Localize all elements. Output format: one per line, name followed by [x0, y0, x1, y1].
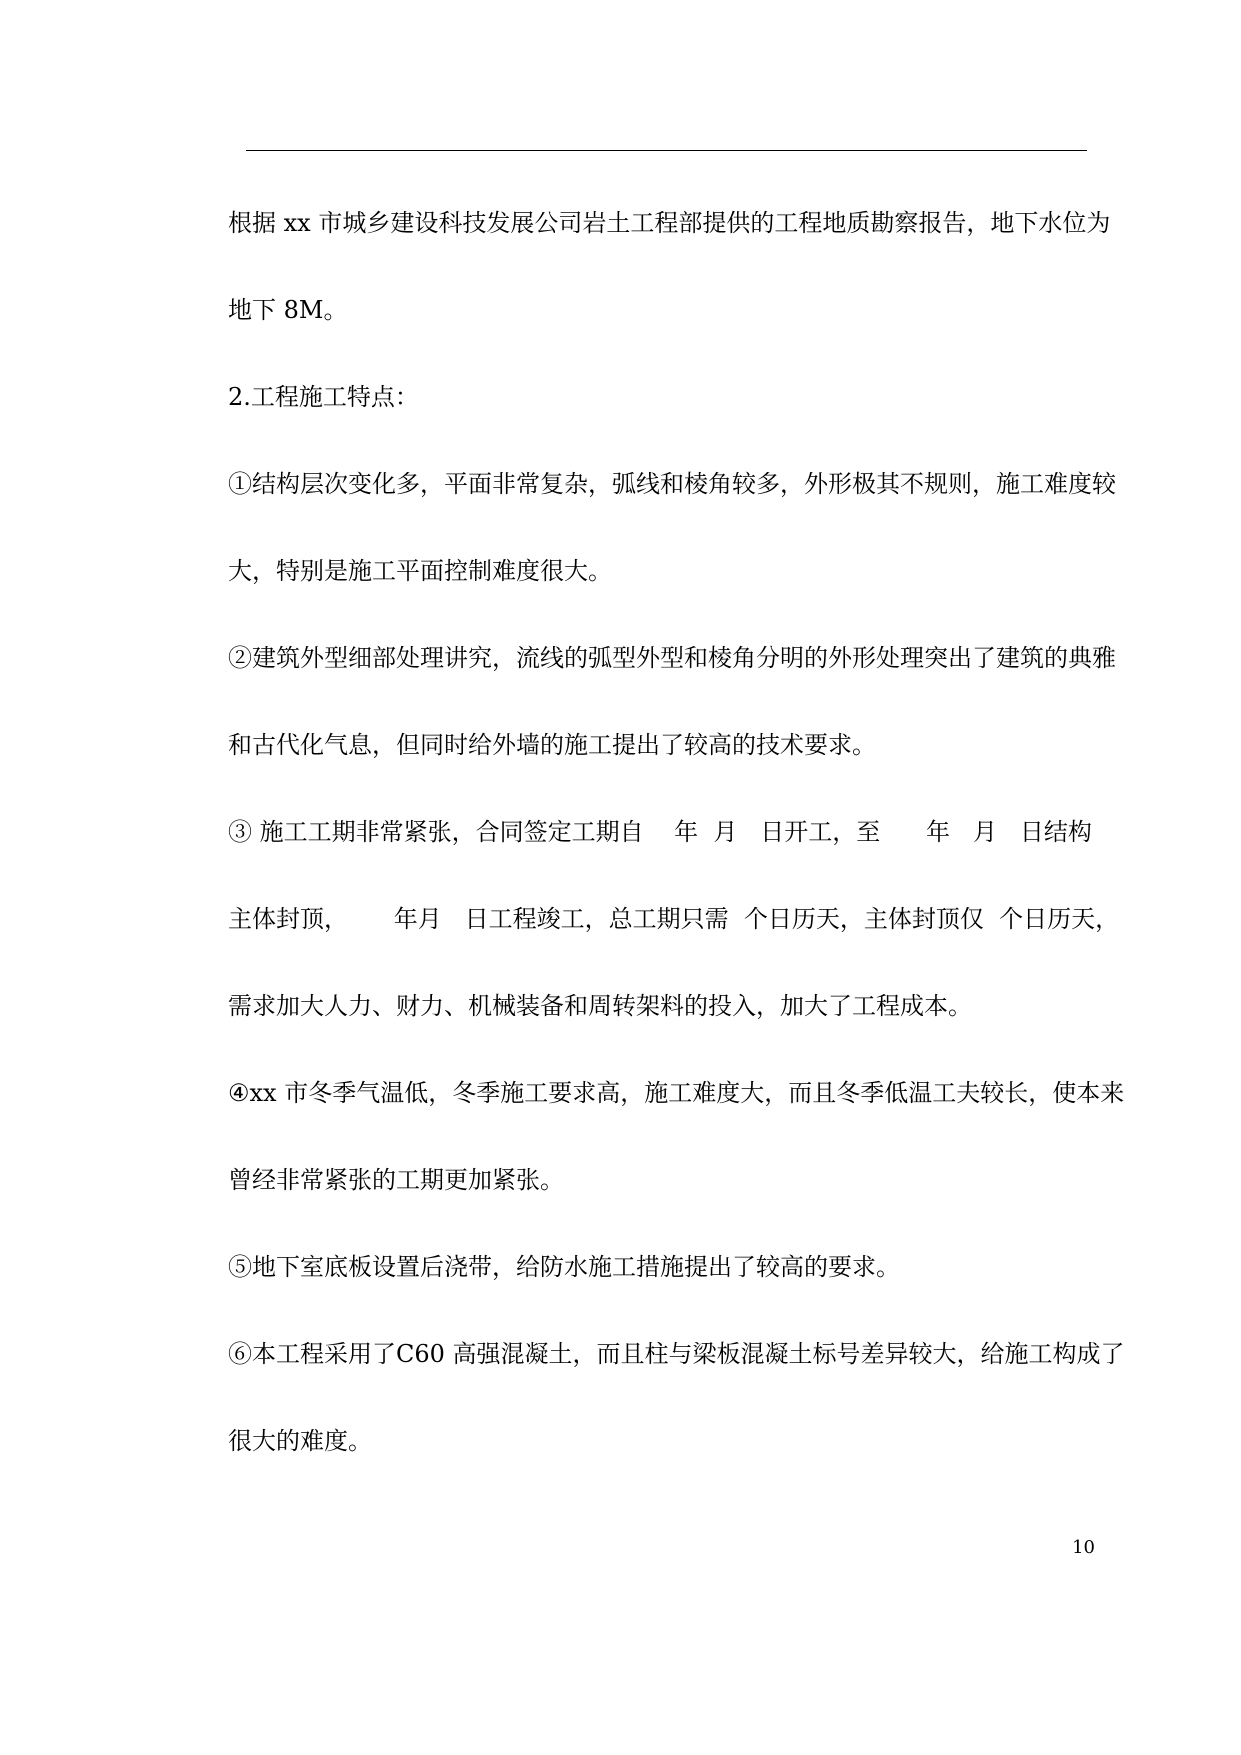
text-line: ①结构层次变化多，平面非常复杂，弧线和棱角较多，外形极其不规则，施工难度较	[228, 470, 1116, 498]
header-rule	[246, 150, 1087, 151]
text-line: 主体封顶， 年月 日工程竣工，总工期只需 个日历天，主体封顶仅 个日历天，	[228, 905, 1120, 933]
section-heading: 2.工程施工特点：	[228, 383, 419, 411]
text-line: ②建筑外型细部处理讲究，流线的弧型外型和棱角分明的外形处理突出了建筑的典雅	[228, 644, 1116, 672]
text-line: 根据 xx 市城乡建设科技发展公司岩土工程部提供的工程地质勘察报告，地下水位为	[228, 209, 1111, 237]
text-line: 曾经非常紧张的工期更加紧张。	[228, 1166, 564, 1194]
text-line: 大，特别是施工平面控制难度很大。	[228, 557, 612, 585]
text-line: 很大的难度。	[228, 1427, 372, 1455]
text-line: ③ 施工工期非常紧张，合同签定工期自 年 月 日开工，至 年 月 日结构	[228, 818, 1092, 846]
page-number: 10	[1072, 1537, 1095, 1558]
text-line: ④xx 市冬季气温低，冬季施工要求高，施工难度大，而且冬季低温工夫较长，使本来	[228, 1079, 1125, 1107]
body-text	[228, 193, 1138, 1498]
text-line: ⑤地下室底板设置后浇带，给防水施工措施提出了较高的要求。	[228, 1253, 900, 1281]
text-line: 地下 8M。	[228, 296, 348, 324]
text-line: 和古代化气息，但同时给外墙的施工提出了较高的技术要求。	[228, 731, 876, 759]
text-line: 需求加大人力、财力、机械装备和周转架料的投入，加大了工程成本。	[228, 992, 972, 1020]
text-line: ⑥本工程采用了C60 高强混凝土，而且柱与梁板混凝土标号差异较大，给施工构成了	[228, 1340, 1125, 1368]
